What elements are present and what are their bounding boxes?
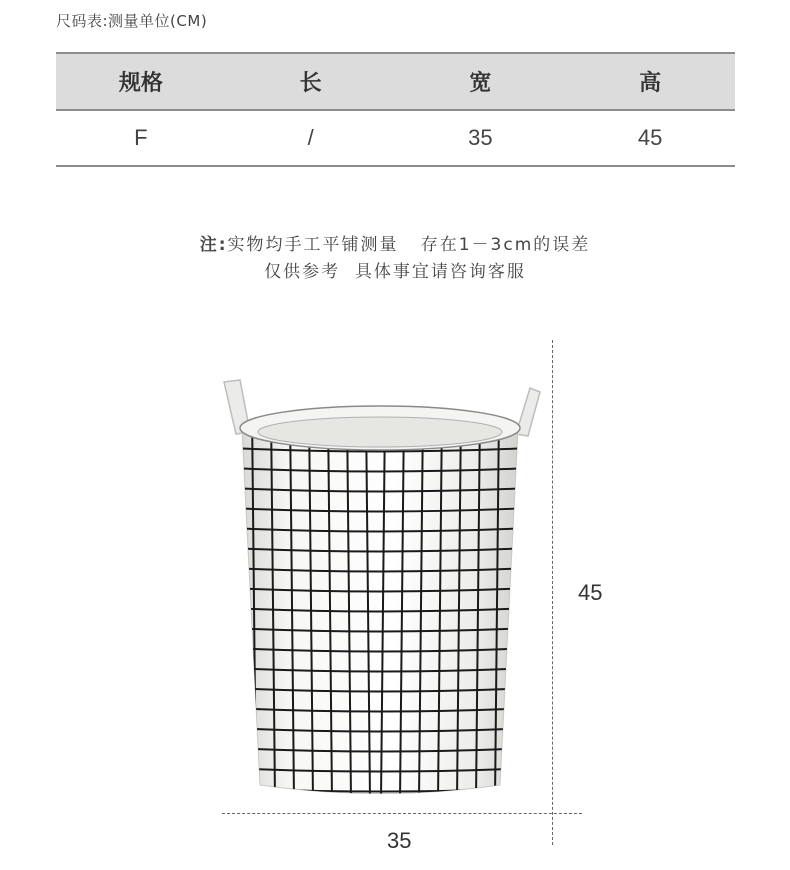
laundry-basket-icon: [200, 370, 560, 810]
measurement-note: [0, 232, 790, 286]
note-text-1: 实物均手工平铺测量 存在1－3cm的误差: [227, 235, 591, 255]
header-spec: 规格: [56, 53, 226, 110]
width-dimension-label: 35: [387, 828, 412, 853]
width-dimension-line: [222, 813, 582, 814]
header-height: 高: [565, 53, 735, 110]
header-width: 宽: [396, 53, 566, 110]
note-text-2: 仅供参考 具体事宜请咨询客服: [264, 262, 526, 282]
size-table-header-row: [56, 53, 735, 110]
header-length: 长: [226, 53, 396, 110]
cell-height: 45: [565, 110, 735, 166]
size-table: [56, 52, 735, 167]
size-chart-caption: 尺码表:测量单位(CM): [56, 12, 208, 30]
note-label: 注:: [199, 235, 228, 255]
cell-spec: F: [56, 110, 226, 166]
height-dimension-label: 45: [578, 580, 603, 605]
cell-width: 35: [396, 110, 566, 166]
cell-length: /: [226, 110, 396, 166]
table-row: [56, 110, 735, 166]
note-line-1: [0, 232, 790, 259]
